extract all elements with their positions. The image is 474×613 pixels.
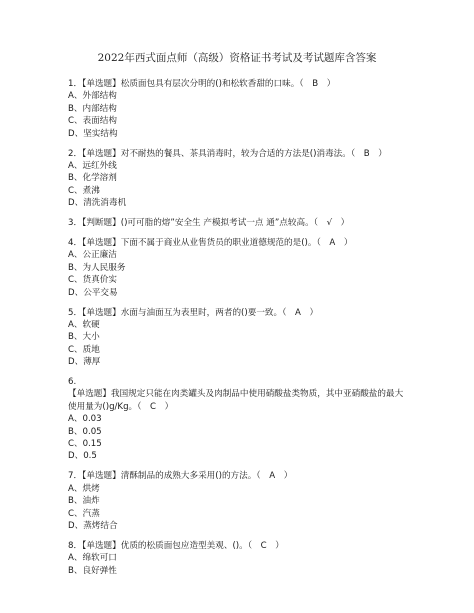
answer-option: A、公正廉洁 <box>68 250 117 261</box>
answer-option: A、软硬 <box>68 319 100 330</box>
answer-option: B、良好弹性 <box>68 565 117 576</box>
question-item <box>68 237 418 299</box>
question-item <box>68 376 418 463</box>
answer-option: A、绵软可口 <box>68 553 117 564</box>
question-text: 2．【单选题】对不耐热的餐具、茶具消毒时，较为合适的方法是()消毒法。（ B ） <box>68 148 387 159</box>
answer-option: C、货真价实 <box>68 275 117 286</box>
question-text: 6. <box>68 377 77 388</box>
answer-option: B、内部结构 <box>68 103 117 114</box>
answer-option: D、公平交易 <box>68 287 118 298</box>
question-text: 使用量为()g/Kg。（ C ） <box>68 401 174 412</box>
answer-option: D、坚实结构 <box>68 128 118 139</box>
answer-option: B、大小 <box>68 332 100 343</box>
answer-option: C、表面结构 <box>68 116 117 127</box>
question-text: 7．【单选题】清酥制品的成熟大多采用()的方法。（ A ） <box>68 471 293 482</box>
question-item <box>68 78 418 140</box>
question-text: 5．【单选题】水面与油面互为表里时，两者的()要一致。（ A ） <box>68 307 319 318</box>
answer-option: C、0.15 <box>68 439 102 450</box>
question-item <box>68 540 418 577</box>
question-list <box>68 78 418 585</box>
question-text: 3．【判断题】()可可脂的熔”安全生 产模拟考试一点 通”点较高。（ √ ） <box>68 218 350 229</box>
answer-option: C、煮沸 <box>68 185 100 196</box>
question-text: 【单选题】我国规定只能在肉类罐头及肉制品中使用硝酸盐类物质，其中亚硝酸盐的最大 <box>68 389 404 400</box>
question-text: 8．【单选题】优质的松质面包应造型美观、()。（ C ） <box>68 540 284 551</box>
answer-option: D、0.5 <box>68 451 97 462</box>
answer-option: B、化学溶剂 <box>68 173 117 184</box>
document-title: 2022年西式面点师（高级）资格证书考试及考试题库含答案 <box>97 52 377 64</box>
question-item <box>68 148 418 210</box>
question-item <box>68 217 418 229</box>
answer-option: D、蒸烤结合 <box>68 521 118 531</box>
question-text: 1．【单选题】松质面包具有层次分明的()和松软香甜的口味。（ B ） <box>68 79 336 89</box>
answer-option: B、0.05 <box>68 426 102 437</box>
answer-option: A、外部结构 <box>68 91 117 102</box>
answer-option: C、质地 <box>68 344 100 355</box>
answer-option: B、油炸 <box>68 496 100 507</box>
answer-option: D、清洗消毒机 <box>68 198 127 209</box>
answer-option: A、烘烤 <box>68 483 100 494</box>
answer-option: C、汽蒸 <box>68 508 100 519</box>
question-text: 4．【单选题】下面不属于商业从业售货员的职业道德规范的是()。（ A ） <box>68 237 353 248</box>
answer-option: B、为人民服务 <box>68 262 126 273</box>
question-item <box>68 470 418 532</box>
question-item <box>68 307 418 369</box>
answer-option: A、远红外线 <box>68 160 117 171</box>
answer-option: D、薄厚 <box>68 357 101 368</box>
answer-option: A、0.03 <box>68 414 102 425</box>
